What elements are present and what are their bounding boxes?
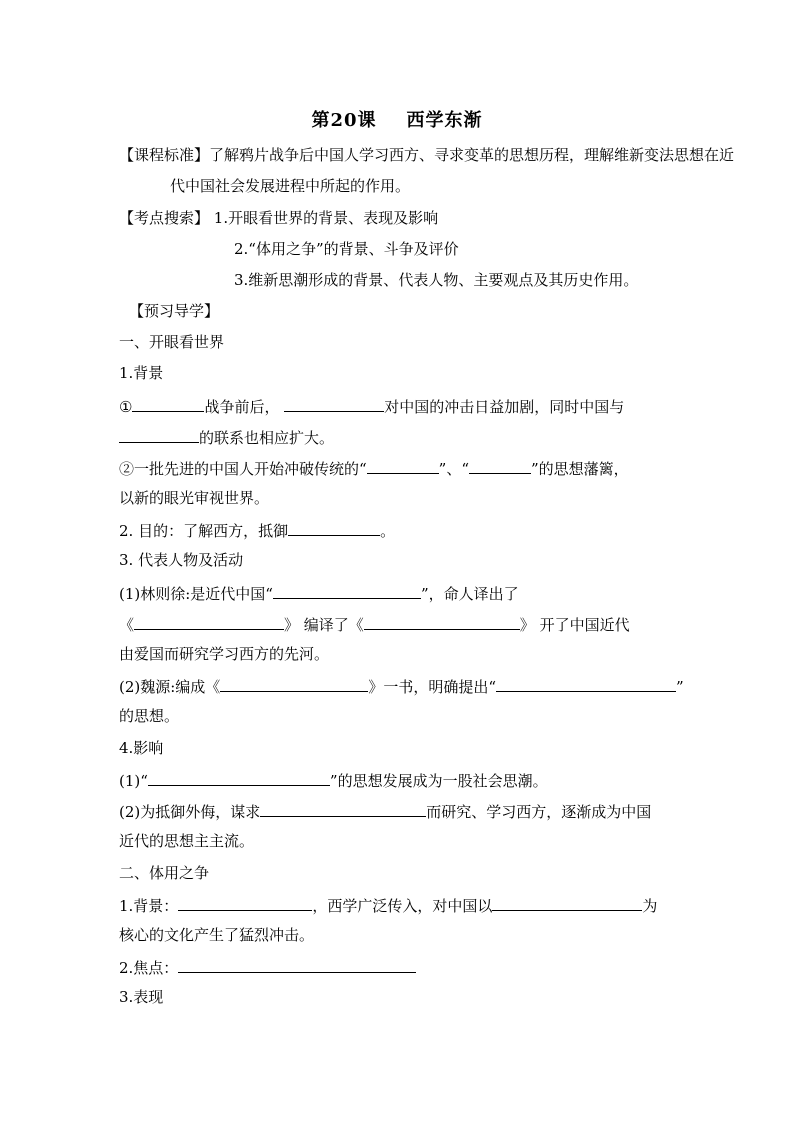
blank-core[interactable]	[492, 894, 642, 911]
course-standard-label: 【课程标准】	[119, 146, 210, 164]
wei-yuan-line2: 的思想。	[119, 707, 180, 725]
exam-points-line1: 【考点搜索】 1.开眼看世界的背景、表现及影响	[119, 209, 439, 227]
lesson-name: 西学东渐	[406, 110, 483, 131]
blank-focus[interactable]	[178, 956, 416, 973]
lin-zexu-line3: 由爱国而研究学习西方的先河。	[119, 645, 330, 663]
influence-item2: (2)为抵御外侮，谋求 而研究、学习西方，逐渐成为中国	[119, 800, 651, 822]
exam-points-label: 【考点搜索】	[119, 209, 210, 227]
blank-book1[interactable]	[134, 613, 284, 630]
exam-points-line2: 2.“体用之争”的背景、斗争及评价	[234, 240, 459, 258]
wei-yuan-line1: (2)魏源:编成《 》一书，明确提出“ ”	[119, 675, 684, 697]
blank-influence-idea[interactable]	[148, 769, 330, 786]
background-item1: ① 战争前后， 对中国的冲击日益加剧，同时中国与	[119, 395, 624, 417]
preview-label: 【预习导学】	[129, 302, 220, 320]
blank-seek[interactable]	[260, 800, 426, 817]
course-standard-line1: 【课程标准】了解鸦片战争后中国人学习西方、寻求变革的思想历程，理解维新变法思想在近	[119, 146, 735, 164]
lin-zexu-line1: (1)林则徐:是近代中国“ ”，命人译出了	[119, 582, 519, 604]
course-standard-line2: 代中国社会发展进程中所起的作用。	[170, 177, 411, 195]
goal-line: 2. 目的：了解西方，抵御 。	[119, 519, 395, 541]
background-item1-cont: 的联系也相应扩大。	[119, 426, 334, 448]
background-item2: ②一批先进的中国人开始冲破传统的“ ”、“ ”的思想藩篱，	[119, 457, 629, 479]
section2-focus: 2.焦点：	[119, 956, 416, 978]
blank-book2[interactable]	[364, 613, 520, 630]
blank-lin-title[interactable]	[273, 582, 421, 599]
page-title	[0, 106, 794, 132]
blank-contact[interactable]	[119, 426, 199, 443]
influence-heading: 4.影响	[119, 739, 164, 757]
blank-wei-book[interactable]	[220, 675, 368, 692]
background-item2-cont: 以新的眼光审视世界。	[119, 489, 270, 507]
lin-zexu-line2: 《 》 编译了《 》 开了中国近代	[119, 613, 630, 635]
section1-heading: 一、开眼看世界	[119, 333, 225, 351]
blank-war[interactable]	[132, 395, 204, 412]
influence-item1: (1)“ ”的思想发展成为一股社会思潮。	[119, 769, 548, 791]
lesson-number: 第20课	[311, 110, 377, 131]
blank-impact[interactable]	[284, 395, 384, 412]
section1-background-heading: 1.背景	[119, 364, 164, 382]
blank-tradition2[interactable]	[469, 457, 531, 474]
blank-time[interactable]	[178, 894, 312, 911]
section2-heading: 二、体用之争	[119, 864, 210, 882]
blank-wei-idea[interactable]	[496, 675, 676, 692]
representatives-heading: 3. 代表人物及活动	[119, 551, 244, 569]
blank-tradition1[interactable]	[367, 457, 439, 474]
blank-resist[interactable]	[288, 519, 380, 536]
exam-points-line3: 3.维新思潮形成的背景、代表人物、主要观点及其历史作用。	[234, 271, 639, 289]
section2-background: 1.背景： ，西学广泛传入，对中国以 为	[119, 894, 657, 916]
section2-background-cont: 核心的文化产生了猛烈冲击。	[119, 926, 315, 944]
influence-item2-cont: 近代的思想主主流。	[119, 832, 255, 850]
section2-show-heading: 3.表现	[119, 988, 164, 1006]
